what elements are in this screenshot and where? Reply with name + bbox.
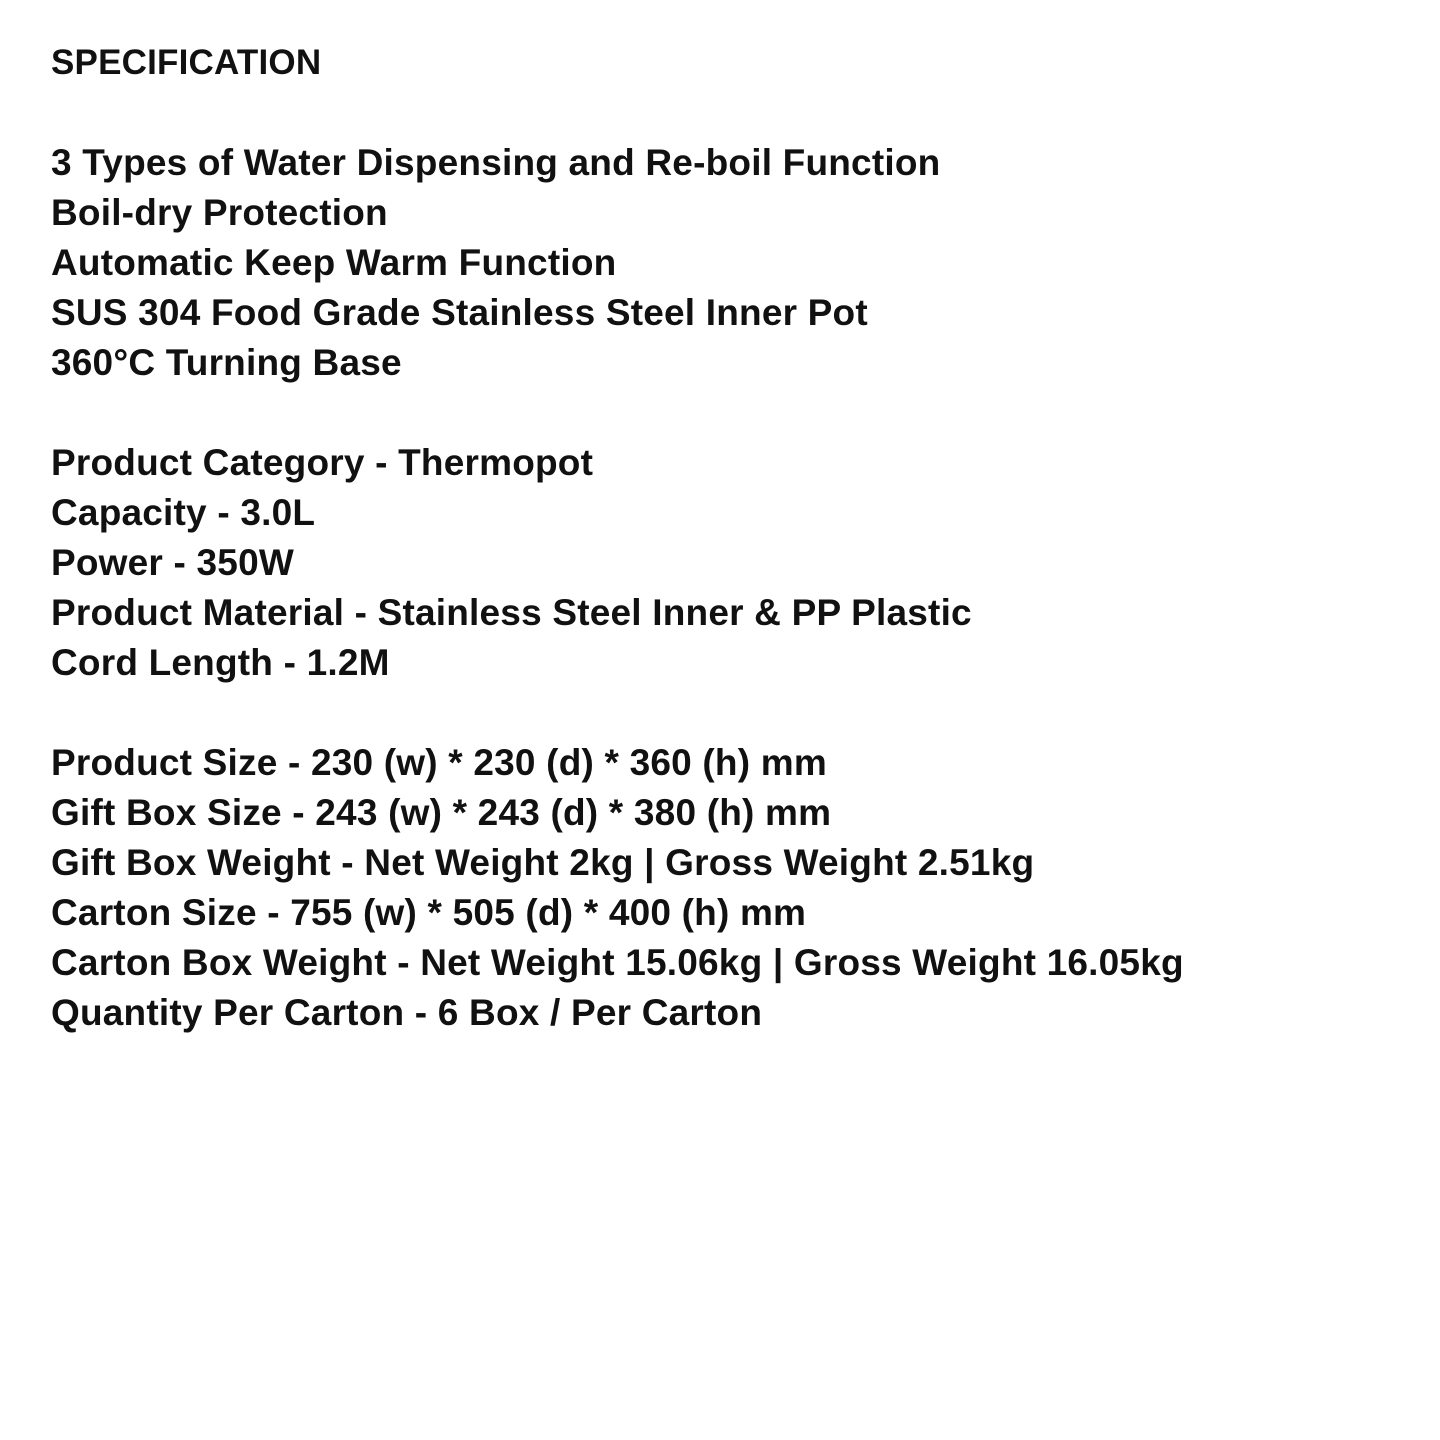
detail-item: Product Category - Thermopot xyxy=(51,442,594,483)
packaging-item: Gift Box Weight - Net Weight 2kg | Gross Weight 2.51kg xyxy=(51,842,1035,883)
spacer xyxy=(51,388,1400,438)
feature-item: SUS 304 Food Grade Stainless Steel Inner Pot xyxy=(51,292,868,333)
detail-item: Product Material - Stainless Steel Inner & PP Plastic xyxy=(51,592,972,633)
detail-item: Cord Length - 1.2M xyxy=(51,642,390,683)
feature-item: 3 Types of Water Dispensing and Re-boil Function xyxy=(51,142,941,183)
packaging-section xyxy=(51,738,1400,1038)
specification-document xyxy=(51,38,1400,1038)
packaging-item: Product Size - 230 (w) * 230 (d) * 360 (h) mm xyxy=(51,742,827,783)
feature-item: Automatic Keep Warm Function xyxy=(51,242,617,283)
packaging-item: Quantity Per Carton - 6 Box / Per Carton xyxy=(51,992,763,1033)
detail-item: Capacity - 3.0L xyxy=(51,492,316,533)
features-section xyxy=(51,138,1400,388)
detail-item: Power - 350W xyxy=(51,542,294,583)
packaging-item: Carton Size - 755 (w) * 505 (d) * 400 (h) mm xyxy=(51,892,807,933)
feature-item: 360°C Turning Base xyxy=(51,342,402,383)
spacer xyxy=(51,688,1400,738)
spacer xyxy=(51,88,1400,138)
page-title: SPECIFICATION xyxy=(51,43,322,82)
details-section xyxy=(51,438,1400,688)
packaging-item: Gift Box Size - 243 (w) * 243 (d) * 380 (h) mm xyxy=(51,792,832,833)
feature-item: Boil-dry Protection xyxy=(51,192,388,233)
packaging-item: Carton Box Weight - Net Weight 15.06kg | Gross Weight 16.05kg xyxy=(51,942,1184,983)
